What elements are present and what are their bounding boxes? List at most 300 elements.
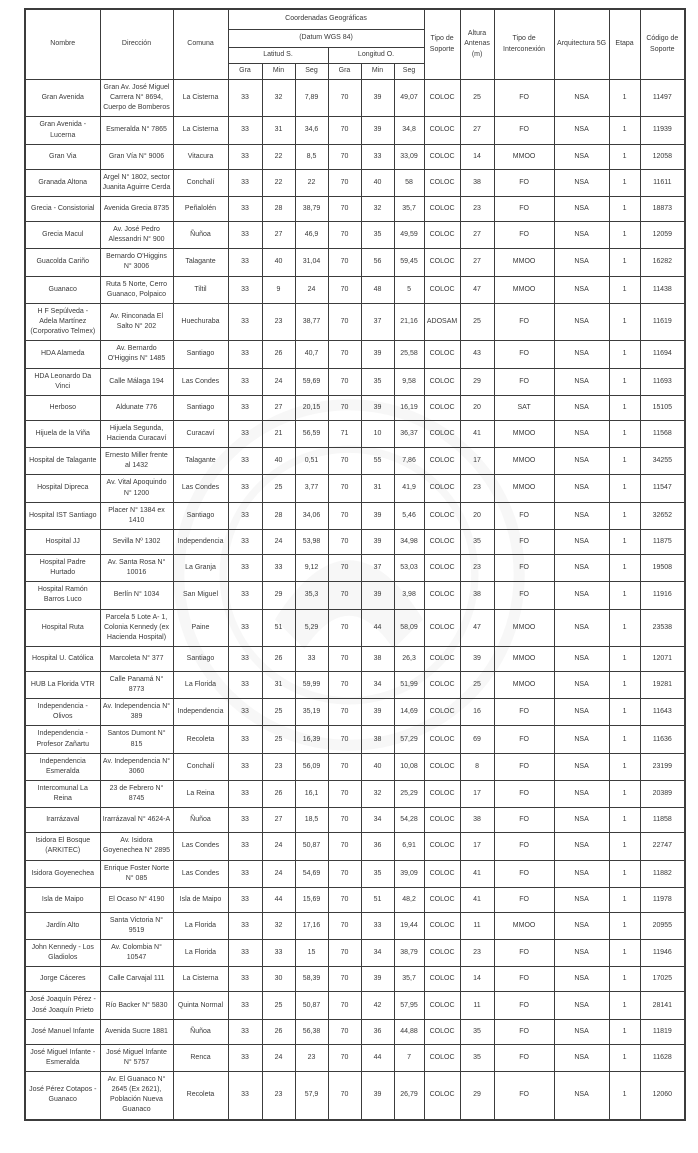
cell-altura_antenas_m: 25	[460, 80, 494, 117]
cell-codigo_soporte: 12071	[640, 646, 685, 671]
cell-lat_min: 32	[262, 80, 295, 117]
supports-table	[24, 8, 686, 1121]
cell-tipo_soporte: COLOC	[424, 529, 460, 554]
cell-tipo_soporte: COLOC	[424, 448, 460, 475]
cell-lon_min: 32	[361, 196, 394, 221]
cell-altura_antenas_m: 38	[460, 169, 494, 196]
cell-lon_gra: 70	[328, 808, 361, 833]
cell-codigo_soporte: 11916	[640, 582, 685, 609]
table-row	[25, 395, 685, 420]
cell-comuna: Las Condes	[173, 833, 228, 860]
cell-altura_antenas_m: 35	[460, 529, 494, 554]
cell-direccion: Santa Victoria N° 9519	[100, 912, 173, 939]
cell-nombre: Jardín Alto	[25, 912, 100, 939]
cell-lat_seg: 22	[295, 169, 328, 196]
cell-lon_min: 34	[361, 940, 394, 967]
cell-comuna: Renca	[173, 1044, 228, 1071]
cell-lat_gra: 33	[228, 221, 262, 248]
cell-lat_seg: 18,5	[295, 808, 328, 833]
cell-altura_antenas_m: 20	[460, 395, 494, 420]
table-row	[25, 196, 685, 221]
cell-altura_antenas_m: 25	[460, 303, 494, 340]
cell-lon_min: 56	[361, 249, 394, 276]
col-header-longitud: Longitud O.	[328, 48, 424, 64]
cell-lon_min: 37	[361, 303, 394, 340]
cell-arquitectura_5g: NSA	[554, 912, 609, 939]
cell-tipo_interconexion: FO	[494, 1044, 554, 1071]
cell-comuna: La Granja	[173, 554, 228, 581]
cell-lat_seg: 3,77	[295, 475, 328, 502]
cell-codigo_soporte: 28141	[640, 992, 685, 1019]
cell-tipo_soporte: COLOC	[424, 887, 460, 912]
cell-tipo_soporte: COLOC	[424, 860, 460, 887]
cell-lat_seg: 58,39	[295, 967, 328, 992]
cell-lon_gra: 70	[328, 144, 361, 169]
cell-arquitectura_5g: NSA	[554, 860, 609, 887]
cell-codigo_soporte: 20955	[640, 912, 685, 939]
cell-tipo_soporte: ADOSAM	[424, 303, 460, 340]
cell-arquitectura_5g: NSA	[554, 940, 609, 967]
cell-etapa: 1	[609, 420, 640, 447]
cell-nombre: José Pérez Cotapos - Guanaco	[25, 1072, 100, 1120]
cell-codigo_soporte: 12060	[640, 1072, 685, 1120]
cell-lon_gra: 70	[328, 196, 361, 221]
table-row	[25, 609, 685, 646]
cell-direccion: Argel N° 1802, sector Juanita Aguirre Cerda	[100, 169, 173, 196]
cell-tipo_interconexion: FO	[494, 940, 554, 967]
cell-comuna: Las Condes	[173, 860, 228, 887]
cell-lon_seg: 19,44	[394, 912, 424, 939]
cell-nombre: Herboso	[25, 395, 100, 420]
cell-lon_gra: 70	[328, 860, 361, 887]
cell-etapa: 1	[609, 726, 640, 753]
cell-etapa: 1	[609, 144, 640, 169]
cell-nombre: Jorge Cáceres	[25, 967, 100, 992]
cell-nombre: Hospital IST Santiago	[25, 502, 100, 529]
cell-codigo_soporte: 11978	[640, 887, 685, 912]
cell-lat_min: 9	[262, 276, 295, 303]
cell-direccion: Marcoleta N° 377	[100, 646, 173, 671]
cell-lon_seg: 58,09	[394, 609, 424, 646]
cell-lat_seg: 31,04	[295, 249, 328, 276]
cell-tipo_soporte: COLOC	[424, 671, 460, 698]
cell-lat_seg: 15	[295, 940, 328, 967]
cell-etapa: 1	[609, 753, 640, 780]
cell-lon_min: 39	[361, 529, 394, 554]
table-row	[25, 582, 685, 609]
cell-lat_min: 30	[262, 967, 295, 992]
cell-lat_seg: 50,87	[295, 992, 328, 1019]
cell-comuna: Talagante	[173, 249, 228, 276]
cell-lat_seg: 34,06	[295, 502, 328, 529]
cell-lon_seg: 38,79	[394, 940, 424, 967]
cell-tipo_soporte: COLOC	[424, 169, 460, 196]
cell-etapa: 1	[609, 303, 640, 340]
cell-tipo_soporte: COLOC	[424, 554, 460, 581]
cell-altura_antenas_m: 14	[460, 144, 494, 169]
cell-nombre: Isidora El Bosque (ARKITEC)	[25, 833, 100, 860]
cell-lat_gra: 33	[228, 781, 262, 808]
cell-lat_seg: 16,1	[295, 781, 328, 808]
cell-tipo_soporte: COLOC	[424, 1044, 460, 1071]
cell-altura_antenas_m: 29	[460, 1072, 494, 1120]
cell-lon_min: 51	[361, 887, 394, 912]
cell-arquitectura_5g: NSA	[554, 671, 609, 698]
cell-codigo_soporte: 15105	[640, 395, 685, 420]
cell-lon_min: 38	[361, 726, 394, 753]
cell-direccion: Ruta 5 Norte, Cerro Guanaco, Polpaico	[100, 276, 173, 303]
cell-tipo_soporte: COLOC	[424, 833, 460, 860]
cell-codigo_soporte: 11643	[640, 699, 685, 726]
cell-etapa: 1	[609, 992, 640, 1019]
cell-arquitectura_5g: NSA	[554, 1019, 609, 1044]
cell-tipo_soporte: COLOC	[424, 646, 460, 671]
cell-lat_gra: 33	[228, 1019, 262, 1044]
table-header	[25, 9, 685, 80]
cell-altura_antenas_m: 11	[460, 912, 494, 939]
cell-comuna: Santiago	[173, 341, 228, 368]
cell-lat_min: 24	[262, 368, 295, 395]
cell-nombre: HDA Alameda	[25, 341, 100, 368]
cell-arquitectura_5g: NSA	[554, 554, 609, 581]
cell-tipo_soporte: COLOC	[424, 940, 460, 967]
table-row	[25, 80, 685, 117]
cell-tipo_soporte: COLOC	[424, 221, 460, 248]
cell-nombre: Guanaco	[25, 276, 100, 303]
cell-tipo_soporte: COLOC	[424, 420, 460, 447]
cell-codigo_soporte: 11619	[640, 303, 685, 340]
cell-lat_gra: 33	[228, 502, 262, 529]
cell-lat_seg: 46,9	[295, 221, 328, 248]
cell-tipo_soporte: COLOC	[424, 502, 460, 529]
cell-lon_seg: 5	[394, 276, 424, 303]
cell-tipo_soporte: COLOC	[424, 967, 460, 992]
cell-tipo_interconexion: FO	[494, 80, 554, 117]
cell-lon_min: 34	[361, 671, 394, 698]
cell-lon_seg: 6,91	[394, 833, 424, 860]
cell-codigo_soporte: 11693	[640, 368, 685, 395]
cell-etapa: 1	[609, 699, 640, 726]
cell-lat_seg: 59,99	[295, 671, 328, 698]
col-header-direccion: Dirección	[100, 9, 173, 80]
cell-comuna: Las Condes	[173, 475, 228, 502]
cell-etapa: 1	[609, 781, 640, 808]
cell-arquitectura_5g: NSA	[554, 420, 609, 447]
cell-lat_seg: 56,09	[295, 753, 328, 780]
cell-arquitectura_5g: NSA	[554, 699, 609, 726]
cell-tipo_soporte: COLOC	[424, 249, 460, 276]
col-header-lon-seg: Seg	[394, 64, 424, 80]
cell-lon_seg: 51,99	[394, 671, 424, 698]
cell-lon_gra: 70	[328, 699, 361, 726]
cell-arquitectura_5g: NSA	[554, 368, 609, 395]
cell-comuna: Santiago	[173, 646, 228, 671]
cell-tipo_soporte: COLOC	[424, 368, 460, 395]
cell-lat_min: 33	[262, 940, 295, 967]
cell-lat_seg: 8,5	[295, 144, 328, 169]
cell-lat_seg: 50,87	[295, 833, 328, 860]
cell-comuna: Ñuñoa	[173, 221, 228, 248]
cell-lon_gra: 70	[328, 781, 361, 808]
cell-etapa: 1	[609, 529, 640, 554]
table-row	[25, 699, 685, 726]
col-header-codigo-soporte: Código de Soporte	[640, 9, 685, 80]
cell-lon_min: 44	[361, 609, 394, 646]
cell-lat_gra: 33	[228, 196, 262, 221]
cell-codigo_soporte: 32652	[640, 502, 685, 529]
cell-codigo_soporte: 11939	[640, 117, 685, 144]
table-row	[25, 448, 685, 475]
cell-lat_gra: 33	[228, 144, 262, 169]
cell-lat_min: 40	[262, 249, 295, 276]
cell-lon_gra: 70	[328, 554, 361, 581]
cell-etapa: 1	[609, 502, 640, 529]
cell-lat_gra: 33	[228, 249, 262, 276]
cell-etapa: 1	[609, 609, 640, 646]
cell-lat_min: 25	[262, 475, 295, 502]
cell-lon_seg: 26,3	[394, 646, 424, 671]
col-header-comuna: Comuna	[173, 9, 228, 80]
cell-tipo_soporte: COLOC	[424, 912, 460, 939]
cell-tipo_interconexion: FO	[494, 529, 554, 554]
cell-altura_antenas_m: 23	[460, 940, 494, 967]
cell-codigo_soporte: 11694	[640, 341, 685, 368]
cell-altura_antenas_m: 23	[460, 554, 494, 581]
cell-tipo_interconexion: FO	[494, 833, 554, 860]
cell-comuna: Talagante	[173, 448, 228, 475]
cell-codigo_soporte: 18873	[640, 196, 685, 221]
cell-comuna: Tiltil	[173, 276, 228, 303]
cell-direccion: Av. José Pedro Alessandri N° 900	[100, 221, 173, 248]
cell-lat_min: 23	[262, 753, 295, 780]
cell-nombre: Hospital Padre Hurtado	[25, 554, 100, 581]
cell-lon_min: 42	[361, 992, 394, 1019]
table-row	[25, 940, 685, 967]
cell-comuna: Las Condes	[173, 368, 228, 395]
cell-lat_min: 22	[262, 144, 295, 169]
col-header-coordenadas: Coordenadas Geográficas	[228, 9, 424, 30]
cell-nombre: Irarrázaval	[25, 808, 100, 833]
table-row	[25, 753, 685, 780]
table-row	[25, 1072, 685, 1120]
cell-arquitectura_5g: NSA	[554, 221, 609, 248]
cell-arquitectura_5g: NSA	[554, 303, 609, 340]
cell-lon_min: 33	[361, 912, 394, 939]
cell-lon_gra: 70	[328, 276, 361, 303]
cell-comuna: Independencia	[173, 699, 228, 726]
cell-lat_gra: 33	[228, 395, 262, 420]
cell-comuna: Huechuraba	[173, 303, 228, 340]
cell-altura_antenas_m: 23	[460, 475, 494, 502]
cell-tipo_interconexion: FO	[494, 753, 554, 780]
cell-tipo_interconexion: SAT	[494, 395, 554, 420]
cell-etapa: 1	[609, 646, 640, 671]
cell-lat_seg: 24	[295, 276, 328, 303]
cell-lat_min: 24	[262, 1044, 295, 1071]
cell-nombre: Guacolda Cariño	[25, 249, 100, 276]
cell-nombre: Independencia - Profesor Zañartu	[25, 726, 100, 753]
cell-tipo_soporte: COLOC	[424, 753, 460, 780]
cell-comuna: Independencia	[173, 529, 228, 554]
cell-lat_gra: 33	[228, 1044, 262, 1071]
cell-lon_gra: 70	[328, 341, 361, 368]
cell-direccion: Calle Carvajal 111	[100, 967, 173, 992]
cell-lat_min: 27	[262, 808, 295, 833]
cell-lon_min: 31	[361, 475, 394, 502]
cell-lat_min: 51	[262, 609, 295, 646]
cell-codigo_soporte: 11628	[640, 1044, 685, 1071]
cell-altura_antenas_m: 41	[460, 420, 494, 447]
cell-lon_min: 40	[361, 753, 394, 780]
cell-direccion: Placer N° 1384 ex 1410	[100, 502, 173, 529]
col-header-arquitectura-5g: Arquitectura 5G	[554, 9, 609, 80]
cell-arquitectura_5g: NSA	[554, 196, 609, 221]
cell-comuna: Peñalolén	[173, 196, 228, 221]
cell-tipo_interconexion: FO	[494, 992, 554, 1019]
cell-lon_gra: 70	[328, 1072, 361, 1120]
cell-codigo_soporte: 20389	[640, 781, 685, 808]
table-row	[25, 1044, 685, 1071]
cell-nombre: John Kennedy - Los Gladiolos	[25, 940, 100, 967]
cell-lat_gra: 33	[228, 368, 262, 395]
cell-comuna: La Cisterna	[173, 80, 228, 117]
cell-codigo_soporte: 23538	[640, 609, 685, 646]
cell-nombre: José Miguel Infante - Esmeralda	[25, 1044, 100, 1071]
cell-lat_gra: 33	[228, 276, 262, 303]
cell-nombre: José Joaquín Pérez - José Joaquín Prieto	[25, 992, 100, 1019]
table-row	[25, 117, 685, 144]
cell-altura_antenas_m: 27	[460, 249, 494, 276]
cell-lon_min: 55	[361, 448, 394, 475]
cell-comuna: Ñuñoa	[173, 1019, 228, 1044]
cell-direccion: Av. Rinconada El Salto N° 202	[100, 303, 173, 340]
cell-lat_gra: 33	[228, 887, 262, 912]
cell-lon_seg: 7	[394, 1044, 424, 1071]
cell-etapa: 1	[609, 671, 640, 698]
cell-lat_min: 23	[262, 303, 295, 340]
col-header-tipo-soporte: Tipo de Soporte	[424, 9, 460, 80]
cell-etapa: 1	[609, 887, 640, 912]
cell-arquitectura_5g: NSA	[554, 80, 609, 117]
cell-direccion: Calle Málaga 194	[100, 368, 173, 395]
table-row	[25, 169, 685, 196]
cell-lon_gra: 70	[328, 529, 361, 554]
cell-tipo_soporte: COLOC	[424, 699, 460, 726]
cell-lon_min: 36	[361, 833, 394, 860]
cell-codigo_soporte: 11438	[640, 276, 685, 303]
cell-lon_seg: 49,59	[394, 221, 424, 248]
cell-lon_min: 44	[361, 1044, 394, 1071]
cell-lat_gra: 33	[228, 726, 262, 753]
cell-lon_min: 39	[361, 341, 394, 368]
cell-lon_seg: 41,9	[394, 475, 424, 502]
cell-comuna: La Florida	[173, 912, 228, 939]
col-header-lat-seg: Seg	[295, 64, 328, 80]
cell-direccion: Enrique Foster Norte N° 085	[100, 860, 173, 887]
cell-comuna: Conchalí	[173, 169, 228, 196]
cell-altura_antenas_m: 43	[460, 341, 494, 368]
cell-nombre: HDA Leonardo Da Vinci	[25, 368, 100, 395]
cell-altura_antenas_m: 29	[460, 368, 494, 395]
cell-lat_seg: 40,7	[295, 341, 328, 368]
cell-lon_gra: 70	[328, 368, 361, 395]
cell-etapa: 1	[609, 940, 640, 967]
cell-lon_min: 39	[361, 502, 394, 529]
cell-nombre: José Manuel Infante	[25, 1019, 100, 1044]
cell-lon_gra: 70	[328, 912, 361, 939]
cell-tipo_interconexion: FO	[494, 726, 554, 753]
cell-lon_seg: 7,86	[394, 448, 424, 475]
cell-lon_min: 39	[361, 1072, 394, 1120]
cell-lat_min: 24	[262, 833, 295, 860]
cell-tipo_interconexion: MMOO	[494, 609, 554, 646]
cell-etapa: 1	[609, 554, 640, 581]
cell-direccion: Santos Dumont N° 815	[100, 726, 173, 753]
cell-codigo_soporte: 11946	[640, 940, 685, 967]
cell-lat_min: 25	[262, 699, 295, 726]
cell-altura_antenas_m: 17	[460, 448, 494, 475]
cell-codigo_soporte: 11882	[640, 860, 685, 887]
col-header-tipo-interconexion: Tipo de Interconexión	[494, 9, 554, 80]
cell-lon_gra: 70	[328, 502, 361, 529]
cell-lon_seg: 14,69	[394, 699, 424, 726]
cell-direccion: Av. Isidora Goyenechea N° 2895	[100, 833, 173, 860]
cell-nombre: Granada Altona	[25, 169, 100, 196]
cell-codigo_soporte: 11636	[640, 726, 685, 753]
cell-lat_min: 21	[262, 420, 295, 447]
cell-lat_gra: 33	[228, 992, 262, 1019]
cell-arquitectura_5g: NSA	[554, 887, 609, 912]
cell-codigo_soporte: 17025	[640, 967, 685, 992]
cell-lon_min: 35	[361, 221, 394, 248]
cell-tipo_interconexion: MMOO	[494, 276, 554, 303]
cell-lon_seg: 54,28	[394, 808, 424, 833]
cell-lat_seg: 59,69	[295, 368, 328, 395]
cell-lat_gra: 33	[228, 117, 262, 144]
cell-tipo_soporte: COLOC	[424, 1019, 460, 1044]
cell-tipo_interconexion: MMOO	[494, 249, 554, 276]
cell-tipo_interconexion: FO	[494, 860, 554, 887]
cell-comuna: La Florida	[173, 671, 228, 698]
cell-lat_gra: 33	[228, 303, 262, 340]
cell-tipo_interconexion: FO	[494, 196, 554, 221]
cell-lon_gra: 70	[328, 753, 361, 780]
cell-direccion: Av. Bernardo O'Higgins N° 1485	[100, 341, 173, 368]
cell-lat_seg: 38,77	[295, 303, 328, 340]
cell-lat_gra: 33	[228, 448, 262, 475]
cell-direccion: Aldunate 776	[100, 395, 173, 420]
cell-arquitectura_5g: NSA	[554, 249, 609, 276]
table-row	[25, 781, 685, 808]
cell-arquitectura_5g: NSA	[554, 1072, 609, 1120]
cell-tipo_interconexion: MMOO	[494, 646, 554, 671]
cell-lat_gra: 33	[228, 475, 262, 502]
table-row	[25, 912, 685, 939]
cell-lat_min: 26	[262, 781, 295, 808]
cell-direccion: Av. Santa Rosa N° 10016	[100, 554, 173, 581]
cell-lat_min: 28	[262, 196, 295, 221]
cell-direccion: Ernesto Miller frente al 1432	[100, 448, 173, 475]
cell-lat_min: 26	[262, 1019, 295, 1044]
cell-codigo_soporte: 19508	[640, 554, 685, 581]
cell-lat_seg: 54,69	[295, 860, 328, 887]
cell-arquitectura_5g: NSA	[554, 395, 609, 420]
table-row	[25, 860, 685, 887]
table-row	[25, 341, 685, 368]
cell-lon_min: 32	[361, 781, 394, 808]
cell-direccion: Avenida Grecia 8735	[100, 196, 173, 221]
cell-etapa: 1	[609, 196, 640, 221]
